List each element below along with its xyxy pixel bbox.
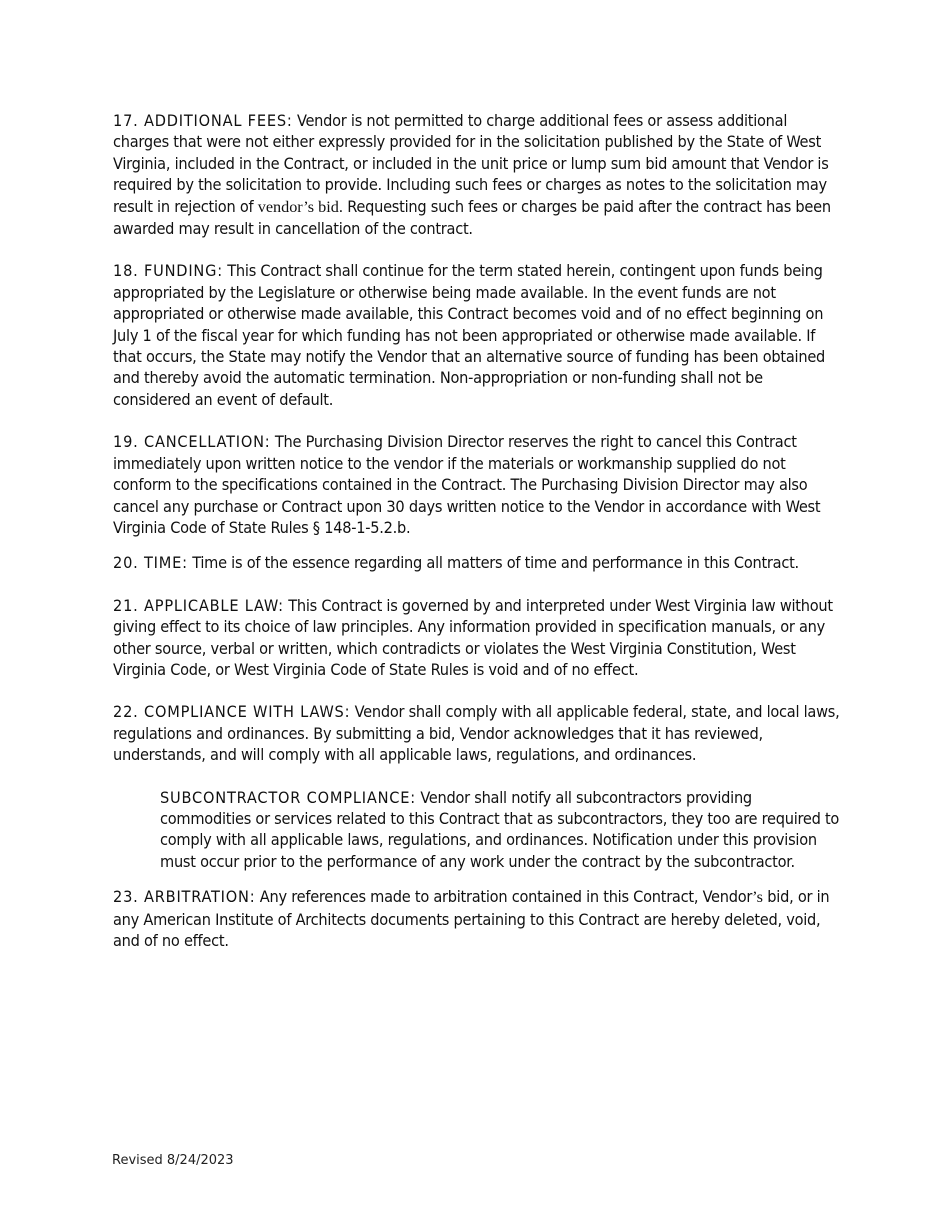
section-text: The Purchasing Division Director reserves the right to cancel this Contract immediately upon written notice to the vendor if the materials or workmanship supplied do not conform to the specifications contained in the Contract. The Purchasing Division Director may also cancel any purchase or Contract upon 30 days written notice to the Vendor in accordance with West Virginia Code of State Rules § 148-1-5.2.b. bbox=[113, 432, 821, 537]
section-heading: 18. FUNDING: bbox=[113, 261, 223, 281]
section-21-applicable-law bbox=[113, 595, 841, 681]
section-text: This Contract is governed by and interpreted under West Virginia law without giving effect to its choice of law principles. Any information provided in specification manuals, or any other source, verbal or written, which contradicts or violates the West Virginia Constitution, West Virginia Code, or West Virginia Code of State Rules is void and of no effect. bbox=[113, 595, 833, 679]
section-heading: 21. APPLICABLE LAW: bbox=[113, 595, 284, 615]
section-heading: 17. ADDITIONAL FEES: bbox=[113, 111, 293, 130]
section-text-serif: ’s bbox=[752, 888, 763, 907]
section-19-cancellation bbox=[113, 431, 841, 538]
section-text: Vendor shall comply with all applicable federal, state, and local laws, regulations and ordinances. By submitting a bid, Vendor acknowledges that it has reviewed, understands, and will comply with all applicable laws, regulations, and ordinances. bbox=[113, 702, 840, 765]
section-17-additional-fees bbox=[113, 110, 841, 239]
document-body bbox=[113, 110, 841, 972]
section-text: Requesting such fees or charges be paid after the contract has been awarded may result in cancellation of the contract. bbox=[113, 196, 831, 239]
section-23-arbitration bbox=[113, 886, 841, 951]
section-heading: 20. TIME: bbox=[113, 553, 188, 573]
section-heading: 22. COMPLIANCE WITH LAWS: bbox=[113, 702, 351, 722]
section-22-compliance-with-laws bbox=[113, 701, 841, 765]
revision-footer: Revised 8/24/2023 bbox=[112, 1153, 234, 1168]
section-text: Vendor shall notify all subcontractors providing commodities or services related to this Contract that as subcontractors, they too are required to comply with all applicable laws, regulations, and ordinances. Notification under this provision must occur prior to the performance of any work under the contract by the subcontractor. bbox=[160, 787, 840, 871]
section-20-time bbox=[113, 552, 841, 573]
section-heading: SUBCONTRACTOR COMPLIANCE: bbox=[160, 787, 416, 807]
section-text: Time is of the essence regarding all matters of time and performance in this Contract. bbox=[187, 553, 799, 573]
section-text-serif: vendor’s bid. bbox=[257, 197, 343, 216]
subsection-subcontractor-compliance bbox=[160, 787, 843, 873]
section-18-funding bbox=[113, 260, 841, 410]
section-text: bid, or in any American Institute of Architects documents pertaining to this Contract are hereby deleted, void, and of no effect. bbox=[113, 887, 830, 950]
section-text: This Contract shall continue for the term stated herein, contingent upon funds being appropriated by the Legislature or otherwise being made available. In the event funds are not appropriated or otherwise made available, this Contract becomes void and of no effect beginning on July 1 of the fiscal year for which funding has not been appropriated or otherwise made available. If that occurs, the State may notify the Vendor that an alternative source of funding has been obtained and thereby avoid the automatic termination. Non-appropriation or non-funding shall not be considered an event of default. bbox=[113, 261, 826, 409]
section-text: Any references made to arbitration contained in this Contract, Vendor bbox=[255, 887, 753, 907]
section-heading: 19. CANCELLATION: bbox=[113, 432, 271, 452]
section-heading: 23. ARBITRATION: bbox=[113, 887, 256, 907]
section-text: Vendor is not permitted to charge additional fees or assess additional charges that were not either expressly provided for in the solicitation published by the State of West Virginia, included in the Contract, or included in the unit price or lump sum bid amount that Vendor is required by the solicitation to provide. Including such fees or charges as notes to the solicitation may result in rejection of bbox=[113, 111, 829, 216]
